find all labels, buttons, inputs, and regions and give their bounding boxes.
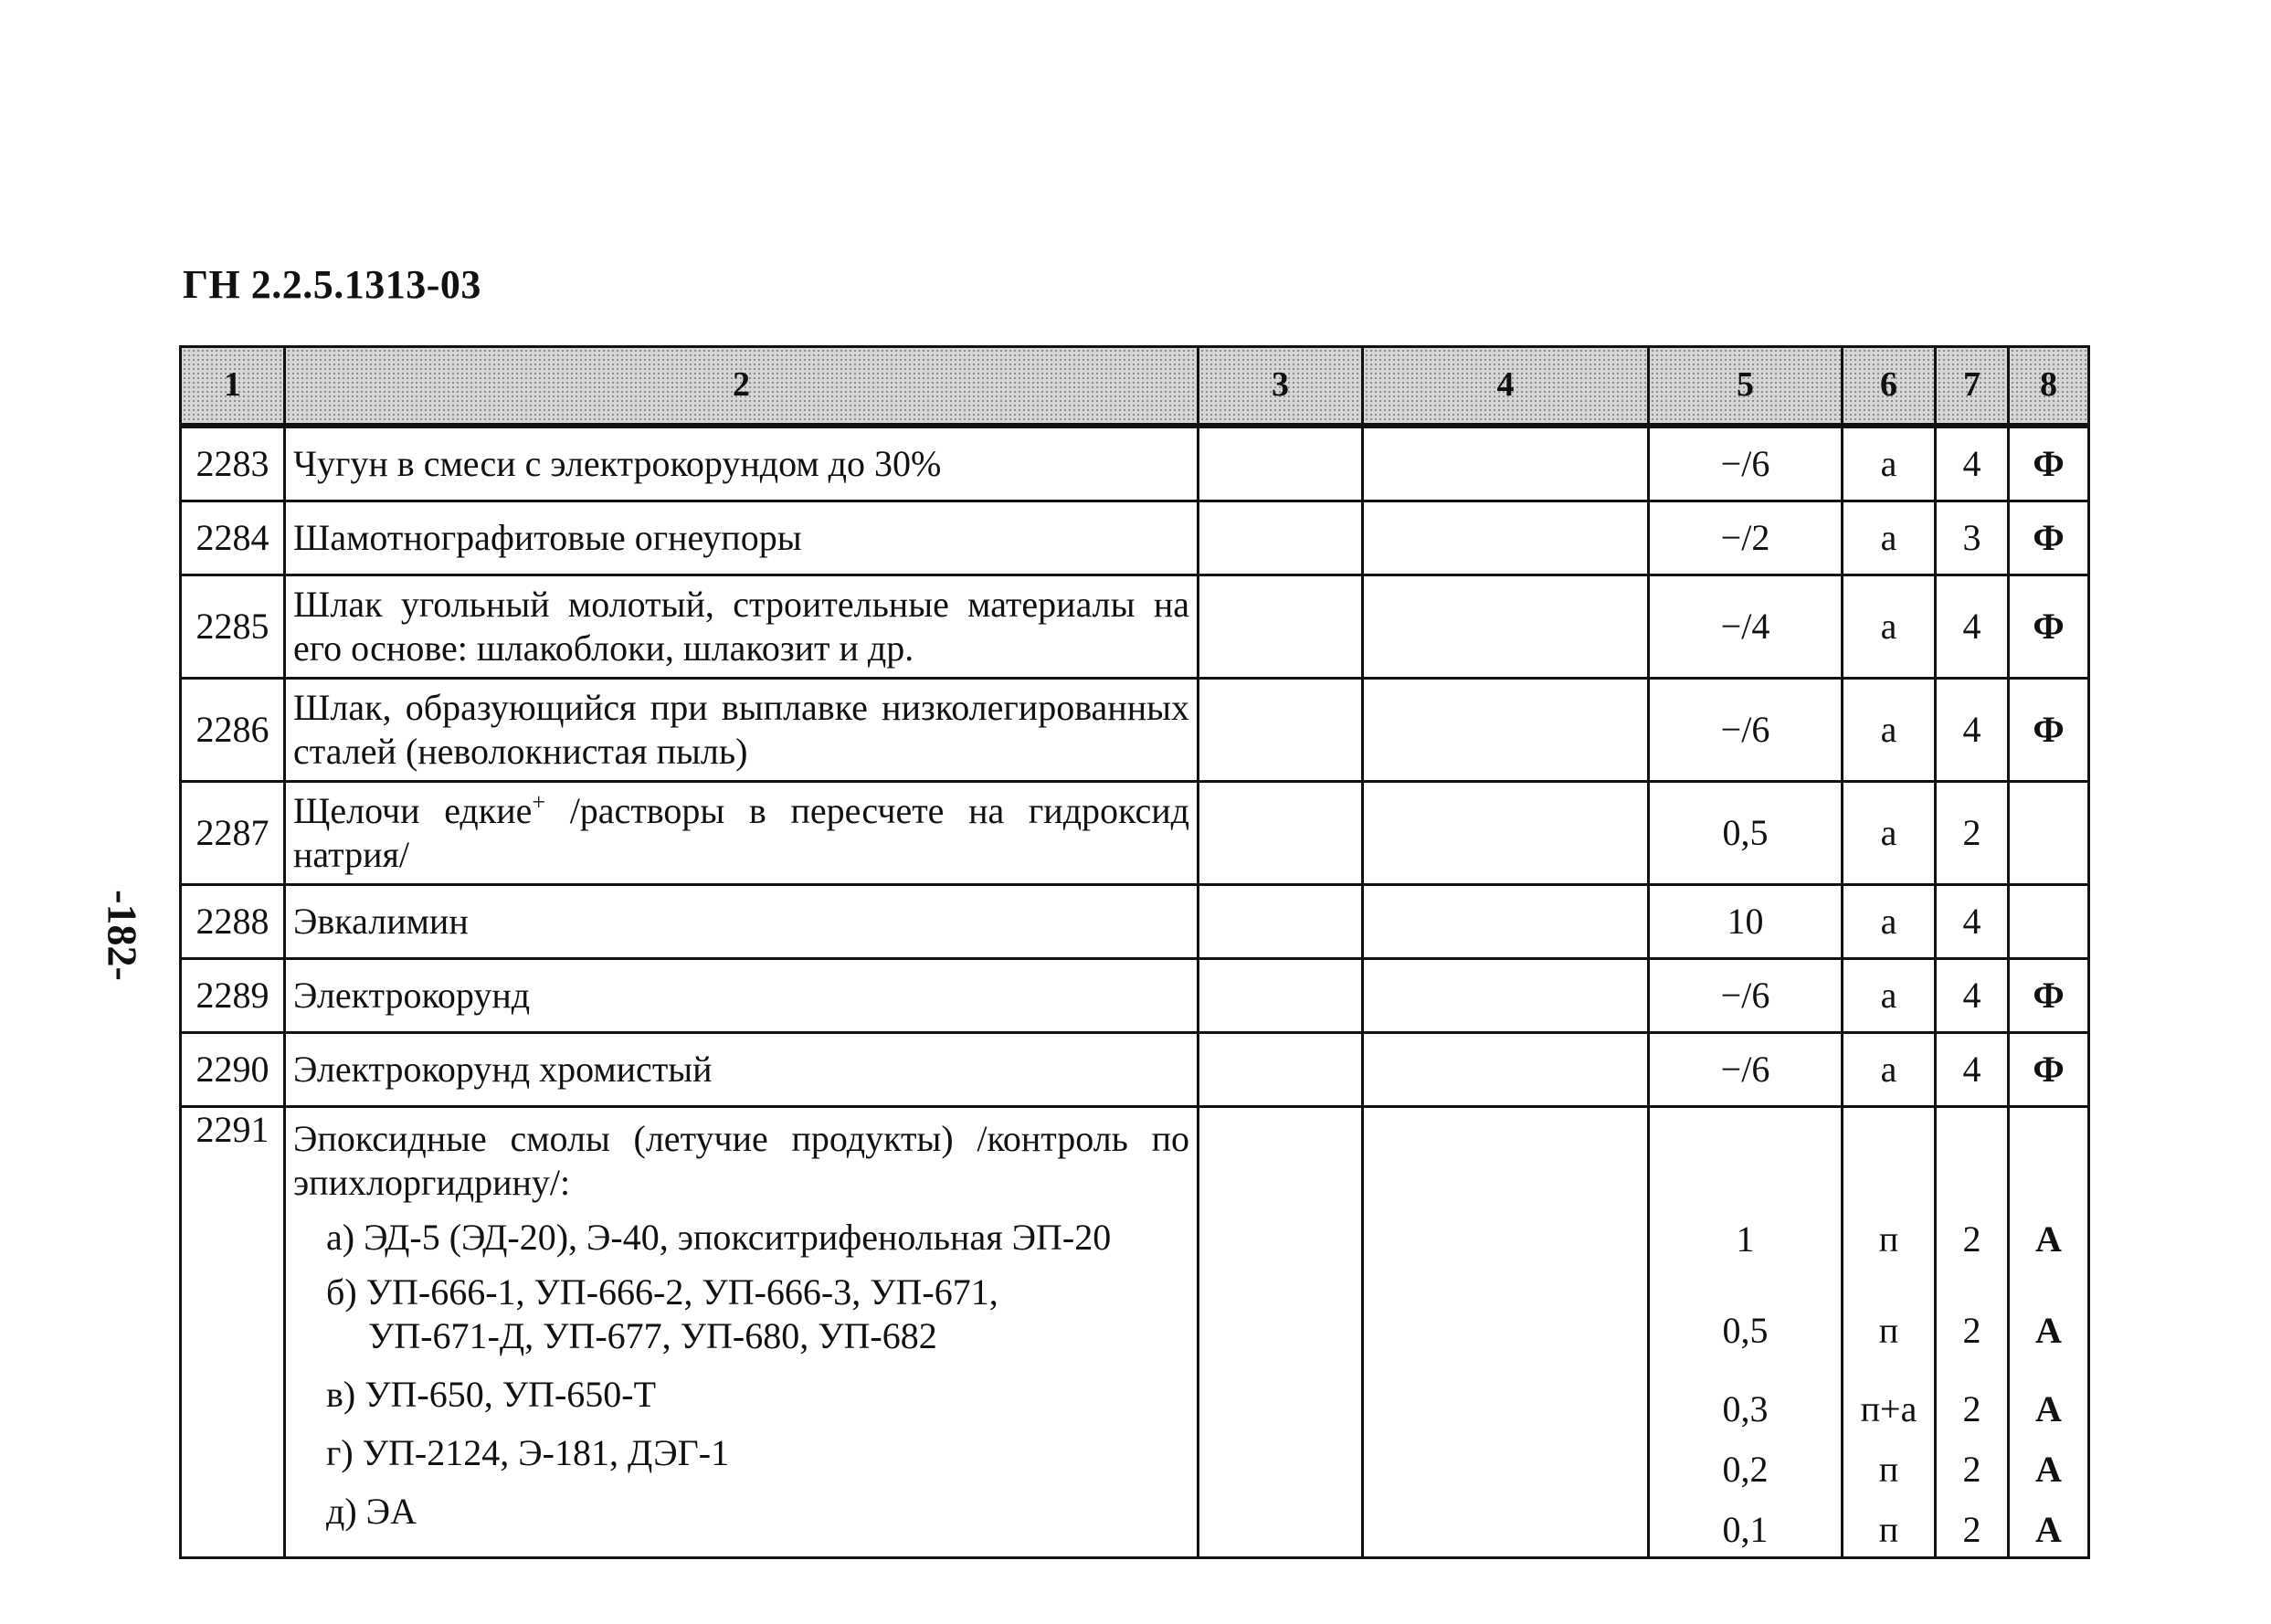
cell-col4 <box>1363 1107 1649 1558</box>
sub-item-d <box>293 1431 1189 1475</box>
cell-col6: а <box>1843 501 1936 575</box>
substance-name <box>285 1107 1199 1558</box>
value-c: п+а <box>1860 1388 1917 1429</box>
value-d: п <box>1878 1449 1899 1490</box>
value-b: 0,5 <box>1722 1310 1769 1351</box>
table-row <box>181 1033 2089 1107</box>
table-row <box>181 501 2089 575</box>
substance-name: Шлак, образующийся при выплавке низколегированных сталей (неволокнистая пыль) <box>285 679 1199 782</box>
sub-item-b <box>293 1271 1189 1358</box>
cell-col8: Ф <box>2009 575 2089 679</box>
value-b: 2 <box>1962 1310 1981 1351</box>
row-number: 2286 <box>181 679 285 782</box>
cell-col3 <box>1199 426 1363 501</box>
sub-item-label: д) ЭА <box>326 1491 417 1532</box>
cell-col6 <box>1843 1107 1936 1558</box>
value-b: п <box>1878 1310 1899 1351</box>
column-header-1: 1 <box>181 347 285 427</box>
cell-col5: −/6 <box>1649 426 1843 501</box>
epoxy-col5-stack <box>1652 1108 1839 1552</box>
cell-col7: 2 <box>1936 782 2009 885</box>
row-number: 2290 <box>181 1033 285 1107</box>
cell-col6: а <box>1843 1033 1936 1107</box>
substance-name: Чугун в смеси с электрокорундом до 30% <box>285 426 1199 501</box>
value-d: 0,2 <box>1722 1449 1769 1490</box>
value-c: 0,3 <box>1722 1388 1769 1429</box>
row-number: 2289 <box>181 959 285 1033</box>
column-header-4: 4 <box>1363 347 1649 427</box>
hygiene-standards-table <box>179 345 2090 1559</box>
cell-col5: −/6 <box>1649 1033 1843 1107</box>
value-b: А <box>2035 1310 2062 1351</box>
sub-item-label: г) УП-2124, Э-181, ДЭГ-1 <box>326 1432 730 1473</box>
epoxy-title: Эпоксидные смолы (летучие продукты) /контроль по эпихлоргидрину/: <box>293 1118 1189 1203</box>
column-header-2: 2 <box>285 347 1199 427</box>
substance-name: Электрокорунд <box>285 959 1199 1033</box>
cell-col4 <box>1363 1033 1649 1107</box>
cell-col6: а <box>1843 426 1936 501</box>
table-row <box>181 575 2089 679</box>
cell-col7: 4 <box>1936 426 2009 501</box>
cell-col4 <box>1363 575 1649 679</box>
row-number: 2283 <box>181 426 285 501</box>
cell-col8 <box>2009 782 2089 885</box>
cell-col4 <box>1363 501 1649 575</box>
value-a: п <box>1878 1218 1899 1260</box>
cell-col7: 3 <box>1936 501 2009 575</box>
row-number: 2284 <box>181 501 285 575</box>
sub-item-label-continued: УП-671-Д, УП-677, УП-680, УП-682 <box>368 1315 937 1356</box>
table-row <box>181 782 2089 885</box>
document-code: ГН 2.2.5.1313-03 <box>183 262 481 307</box>
value-e: 0,1 <box>1722 1509 1769 1550</box>
cell-col5 <box>1649 1107 1843 1558</box>
cell-col3 <box>1199 1033 1363 1107</box>
cell-col8: Ф <box>2009 959 2089 1033</box>
cell-col3 <box>1199 1107 1363 1558</box>
row-number: 2288 <box>181 885 285 959</box>
substance-name: Шамотнографитовые огнеупоры <box>285 501 1199 575</box>
table-row <box>181 885 2089 959</box>
cell-col6: а <box>1843 959 1936 1033</box>
cell-col6: а <box>1843 782 1936 885</box>
value-d: 2 <box>1962 1449 1981 1490</box>
substance-name: Шлак угольный молотый, строительные материалы на его основе: шлакоблоки, шлакозит и др. <box>285 575 1199 679</box>
table-row <box>181 426 2089 501</box>
substance-name <box>285 782 1199 885</box>
cell-col5: 0,5 <box>1649 782 1843 885</box>
value-a: А <box>2035 1218 2062 1260</box>
cell-col4 <box>1363 782 1649 885</box>
column-header-5: 5 <box>1649 347 1843 427</box>
epoxy-col6-stack <box>1845 1108 1932 1552</box>
value-e: 2 <box>1962 1509 1981 1550</box>
value-c: А <box>2035 1388 2062 1429</box>
cell-col8: Ф <box>2009 679 2089 782</box>
sub-item-label: а) ЭД-5 (ЭД-20), Э-40, эпокситрифенольная ЭП-20 <box>326 1217 1112 1258</box>
cell-col5: −/2 <box>1649 501 1843 575</box>
header-row <box>181 347 2089 427</box>
cell-col5: −/6 <box>1649 679 1843 782</box>
substance-name-part: /растворы в пересчете на гидроксид натрия/ <box>293 790 1189 875</box>
substance-name: Эвкалимин <box>285 885 1199 959</box>
substance-name-part: Щелочи едкие <box>293 790 533 831</box>
value-e: А <box>2035 1509 2062 1550</box>
cell-col8: Ф <box>2009 1033 2089 1107</box>
row-number: 2285 <box>181 575 285 679</box>
table-row-epoxy <box>181 1107 2089 1558</box>
cell-col4 <box>1363 959 1649 1033</box>
cell-col8: Ф <box>2009 501 2089 575</box>
cell-col3 <box>1199 782 1363 885</box>
value-c: 2 <box>1962 1388 1981 1429</box>
column-header-7: 7 <box>1936 347 2009 427</box>
cell-col3 <box>1199 679 1363 782</box>
cell-col5: 10 <box>1649 885 1843 959</box>
cell-col7: 4 <box>1936 679 2009 782</box>
cell-col7: 4 <box>1936 575 2009 679</box>
cell-col5: −/6 <box>1649 959 1843 1033</box>
sub-item-label: б) УП-666-1, УП-666-2, УП-666-3, УП-671, <box>326 1271 998 1313</box>
cell-col8: Ф <box>2009 426 2089 501</box>
column-header-6: 6 <box>1843 347 1936 427</box>
table-row <box>181 679 2089 782</box>
substance-name: Электрокорунд хромистый <box>285 1033 1199 1107</box>
sub-item-e <box>293 1490 1189 1534</box>
value-a: 2 <box>1962 1218 1981 1260</box>
cell-col7: 4 <box>1936 959 2009 1033</box>
cell-col6: а <box>1843 575 1936 679</box>
epoxy-col8-stack <box>2012 1108 2086 1552</box>
sub-item-c <box>293 1373 1189 1417</box>
cell-col3 <box>1199 885 1363 959</box>
column-header-8: 8 <box>2009 347 2089 427</box>
sub-item-a <box>293 1216 1189 1260</box>
cell-col4 <box>1363 679 1649 782</box>
cell-col8 <box>2009 885 2089 959</box>
cell-col6: а <box>1843 885 1936 959</box>
cell-col3 <box>1199 959 1363 1033</box>
value-d: А <box>2035 1449 2062 1490</box>
cell-col4 <box>1363 426 1649 501</box>
column-header-3: 3 <box>1199 347 1363 427</box>
cell-col7: 4 <box>1936 1033 2009 1107</box>
cell-col5: −/4 <box>1649 575 1843 679</box>
cell-col3 <box>1199 501 1363 575</box>
row-number: 2291 <box>181 1107 285 1558</box>
epoxy-col7-stack <box>1938 1108 2005 1552</box>
cell-col8 <box>2009 1107 2089 1558</box>
cell-col7 <box>1936 1107 2009 1558</box>
value-a: 1 <box>1736 1218 1755 1260</box>
table-row <box>181 959 2089 1033</box>
cell-col4 <box>1363 885 1649 959</box>
value-e: п <box>1878 1509 1899 1550</box>
cell-col6: а <box>1843 679 1936 782</box>
sub-item-label: в) УП-650, УП-650-Т <box>326 1374 657 1415</box>
superscript-mark: + <box>532 788 546 816</box>
row-number: 2287 <box>181 782 285 885</box>
cell-col7: 4 <box>1936 885 2009 959</box>
page-number: -182- <box>99 890 146 981</box>
cell-col3 <box>1199 575 1363 679</box>
